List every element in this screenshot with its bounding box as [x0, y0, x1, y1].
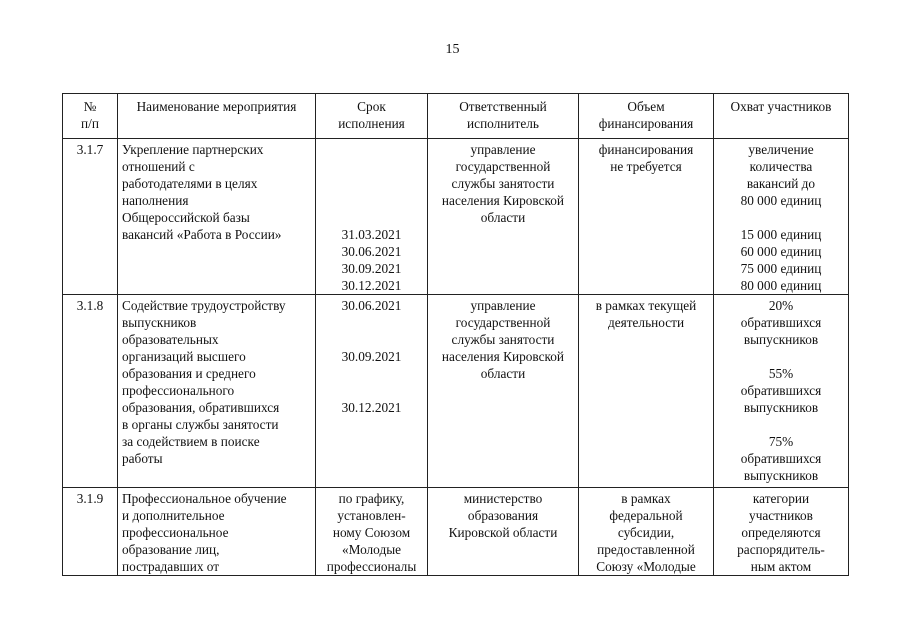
cell-line: финансирования [598, 116, 694, 131]
cell-line: обратившихся [740, 451, 822, 466]
coverage-cell [714, 488, 849, 576]
cell-line [320, 175, 423, 192]
cell-line: области [480, 210, 526, 225]
cell-line: обратившихся [740, 383, 822, 398]
cell-line: службы занятости [451, 176, 555, 191]
header-participant-coverage [714, 94, 849, 139]
cell-line: категории [752, 491, 810, 506]
cell-line: министерство [463, 491, 543, 506]
cell-line: образовательных [122, 332, 219, 347]
cell-line: профессионального [122, 383, 235, 398]
cell-line: Профессиональное обучение [122, 491, 287, 506]
cell-line: 30.12.2021 [341, 278, 402, 293]
cell-line: 80 000 единиц [740, 193, 822, 208]
cell-line: в органы службы занятости [122, 417, 279, 432]
page-number: 15 [445, 42, 460, 57]
cell-line: увеличение [748, 142, 814, 157]
cell-line: за содействием в поиске [122, 434, 260, 449]
deadline-cell [316, 295, 428, 488]
deadline-cell [316, 488, 428, 576]
cell-line: Кировской области [448, 525, 558, 540]
table-row [63, 488, 849, 576]
cell-line: Союзу «Молодые [596, 559, 696, 574]
cell-line [718, 209, 844, 226]
financing-cell [579, 295, 714, 488]
cell-line: отношений с [122, 159, 195, 174]
cell-line: финансирования [598, 142, 694, 157]
cell-line: 75% [768, 434, 794, 449]
financing-cell [579, 488, 714, 576]
cell-line [320, 382, 423, 399]
cell-line [320, 158, 423, 175]
cell-line: п/п [81, 116, 99, 131]
cell-line: обратившихся [740, 315, 822, 330]
activity-name-cell [118, 139, 316, 295]
cell-line: 75 000 единиц [740, 261, 822, 276]
cell-line: работы [122, 451, 163, 466]
cell-line: ному Союзом [332, 525, 411, 540]
cell-line: Укрепление партнерских [122, 142, 264, 157]
activities-table [62, 93, 849, 576]
cell-line: управление [470, 298, 536, 313]
cell-line: 31.03.2021 [341, 227, 402, 242]
cell-line: в рамках текущей [595, 298, 697, 313]
cell-line: организаций высшего [122, 349, 246, 364]
cell-line: 55% [768, 366, 794, 381]
cell-line: управление [470, 142, 536, 157]
cell-line: государственной [455, 159, 551, 174]
cell-line: распорядитель- [737, 542, 825, 557]
cell-line: ным актом [750, 559, 812, 574]
cell-line: исполнения [338, 116, 405, 131]
cell-line: 20% [768, 298, 794, 313]
cell-line: 60 000 единиц [740, 244, 822, 259]
row-number-cell: 3.1.7 [63, 139, 118, 295]
executor-cell [428, 139, 579, 295]
cell-line [718, 416, 844, 433]
cell-line [320, 314, 423, 331]
cell-line: профессиональное [122, 525, 229, 540]
cell-line: федеральной [609, 508, 683, 523]
cell-line: выпускников [122, 315, 197, 330]
cell-line: службы занятости [451, 332, 555, 347]
cell-line: профессионалы [326, 559, 417, 574]
cell-line: области [480, 366, 526, 381]
cell-line: № [83, 99, 97, 114]
header-financing-volume [579, 94, 714, 139]
cell-line: 30.09.2021 [341, 349, 402, 364]
cell-line: не требуется [610, 159, 682, 174]
table-row [63, 139, 849, 295]
cell-line: количества [749, 159, 813, 174]
cell-line: Объем [627, 99, 665, 114]
cell-line: Срок [357, 99, 386, 114]
cell-line: Общероссийской базы [122, 210, 250, 225]
financing-cell [579, 139, 714, 295]
executor-cell [428, 295, 579, 488]
row-number-cell: 3.1.8 [63, 295, 118, 488]
cell-line: населения Кировской [441, 193, 565, 208]
coverage-cell [714, 139, 849, 295]
cell-line: вакансий «Работа в России» [122, 227, 282, 242]
table-row [63, 295, 849, 488]
cell-line: образования [467, 508, 539, 523]
deadline-cell [316, 139, 428, 295]
cell-line: образование лиц, [122, 542, 220, 557]
cell-line: участников [749, 508, 813, 523]
header-responsible-executor [428, 94, 579, 139]
cell-line: населения Кировской [441, 349, 565, 364]
cell-line: по графику, [338, 491, 405, 506]
activity-name-cell [118, 295, 316, 488]
cell-line [320, 331, 423, 348]
cell-line: 30.06.2021 [341, 298, 402, 313]
cell-line: Содействие трудоустройству [122, 298, 286, 313]
cell-line [320, 365, 423, 382]
cell-line [320, 192, 423, 209]
cell-line [718, 348, 844, 365]
cell-line: государственной [455, 315, 551, 330]
cell-line: 30.06.2021 [341, 244, 402, 259]
cell-line: Наименование мероприятия [136, 99, 297, 114]
cell-line: образования, обратившихся [122, 400, 280, 415]
cell-line: и дополнительное [122, 508, 225, 523]
cell-line: субсидии, [617, 525, 675, 540]
cell-line: исполнитель [467, 116, 539, 131]
cell-line [320, 209, 423, 226]
header-number [63, 94, 118, 139]
cell-line: 15 000 единиц [740, 227, 822, 242]
cell-line: 30.12.2021 [341, 400, 402, 415]
activity-name-cell [118, 488, 316, 576]
cell-line: предоставленной [597, 542, 695, 557]
header-activity-name [118, 94, 316, 139]
cell-line: работодателями в целях [122, 176, 258, 191]
cell-line: Ответственный [459, 99, 547, 114]
cell-line: «Молодые [341, 542, 402, 557]
cell-line: выпускников [743, 468, 819, 483]
header-deadline [316, 94, 428, 139]
cell-line: определяются [741, 525, 821, 540]
executor-cell [428, 488, 579, 576]
cell-line: 30.09.2021 [341, 261, 402, 276]
cell-line: выпускников [743, 332, 819, 347]
cell-line: вакансий до [746, 176, 816, 191]
row-number-cell: 3.1.9 [63, 488, 118, 576]
cell-line: деятельности [607, 315, 685, 330]
table-header-row [63, 94, 849, 139]
cell-line: пострадавших от [122, 559, 220, 574]
cell-line: 80 000 единиц [740, 278, 822, 293]
cell-line [320, 141, 423, 158]
cell-line: установлен- [337, 508, 406, 523]
cell-line: в рамках [621, 491, 671, 506]
cell-line: выпускников [743, 400, 819, 415]
cell-line: Охват участников [730, 99, 832, 114]
cell-line: наполнения [122, 193, 189, 208]
coverage-cell [714, 295, 849, 488]
cell-line: образования и среднего [122, 366, 256, 381]
